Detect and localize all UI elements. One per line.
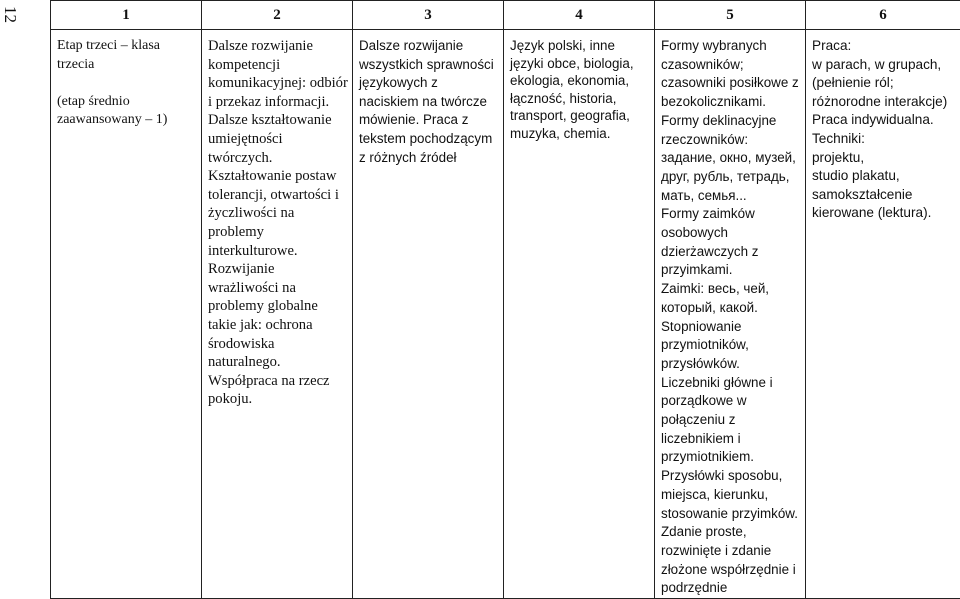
goals-cell: [202, 30, 353, 599]
skills-text: Dalsze rozwijanie wszystkich sprawności językowych z naciskiem na twórcze mówienie. Praca z tekstem pochodzącym z różnych źródeł: [359, 37, 499, 167]
grammar-text: Formy wybranych czasowników; czasowniki posiłkowe z bezokolicznikami. Formy deklinacyjne rzeczowników: задание, окно, музей, друг, рубль, тетрадь, мать, семья... Formy zaimków osobowych dzierżawczych z przyimkami. Zaimki: весь, чей, который, какой. Stopniowanie przymiotników, przysłówków. Liczebniki główne i porządkowe w połączeniu z liczebnikiem i przymiotnikiem. Przysłówki sposobu, miejsca, kierunku, stosowanie przyimków. Zdanie proste, rozwinięte i zdanie złożone współrzędnie i podrzędnie: [661, 37, 801, 598]
stage-cell: [51, 30, 202, 599]
goals-text: Dalsze rozwijanie kompetencji komunikacyjnej: odbiór i przekaz informacji. Dalsze kształtowanie umiejętności twórczych. Kształtowanie postaw tolerancji, otwartości i życzliwości na problemy interkulturowe. Rozwijanie wrażliwości na problemy globalne takie jak: ochrona środowiska naturalnego. Współpraca na rzecz pokoju.: [208, 37, 348, 409]
column-header-1: 1: [51, 1, 202, 30]
column-header-6: 6: [806, 1, 960, 30]
column-header-5: 5: [655, 1, 806, 30]
column-header-2: 2: [202, 1, 353, 30]
methods-text: Praca: w parach, w grupach, (pełnienie ról; różnorodne interakcje) Praca indywidualna. Techniki: projektu, studio plakatu, samokształcenie kierowane (lektura).: [812, 37, 956, 223]
page-number: 12: [0, 6, 20, 26]
curriculum-table: [50, 0, 960, 599]
skills-cell: [353, 30, 504, 599]
methods-cell: [806, 30, 960, 599]
stage-text: Etap trzeci – klasa trzecia (etap średnio zaawansowany – 1): [57, 37, 197, 130]
table-row: [51, 30, 960, 599]
column-header-4: 4: [504, 1, 655, 30]
grammar-cell: [655, 30, 806, 599]
subjects-cell: [504, 30, 655, 599]
column-header-3: 3: [353, 1, 504, 30]
subjects-text: Język polski, inne języki obce, biologia, ekologia, ekonomia, łączność, historia, transport, geografia, muzyka, chemia.: [510, 37, 650, 143]
header-row: [51, 1, 960, 30]
